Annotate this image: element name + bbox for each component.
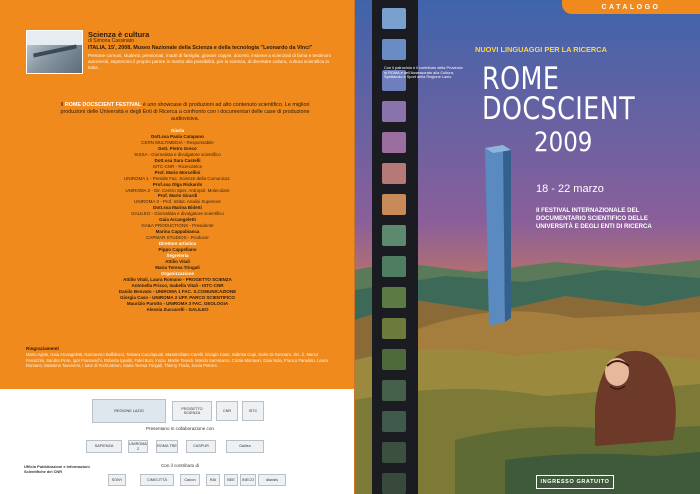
contributor-logo: CINECITTÀ: [140, 474, 174, 486]
cover-title-docscient: DOCSCIENT: [482, 91, 636, 127]
film-strip-frame: [382, 411, 406, 432]
film-strip-frame: [382, 442, 406, 463]
contributors-label: Con il contributo di: [160, 463, 200, 468]
credit-line: UNIROMA 3 - Prof. Intitut. Analisi Superiore: [134, 199, 221, 205]
contributor-logo: Canon: [180, 474, 200, 486]
contributor-logo: INECO: [240, 474, 256, 486]
thanks-title: Ringraziamenti: [26, 346, 59, 351]
film-strip-frame: [382, 225, 406, 246]
sponsor-logo: CNR: [216, 401, 238, 421]
credit-line: Attilio Vitali: [165, 258, 190, 264]
credit-line: ISTC-CNR - Ricercatrice: [152, 163, 203, 169]
intro-festival-name: ROME DOCSCIENT FESTIVAL: [64, 102, 142, 108]
credit-line: Antonella Prisco, Isabella Vitali - ISTC-CNR: [131, 282, 224, 288]
cover-title-rome: ROME: [482, 61, 560, 97]
cover-tagline: NUOVI LINGUAGGI PER LA RICERCA: [475, 45, 607, 54]
free-entry-badge: INGRESSO GRATUITO: [536, 475, 614, 489]
film-title: Scienza è cultura: [88, 30, 150, 39]
film-strip-frame: [382, 318, 406, 339]
credit-line: Pippo Cappellano: [158, 247, 197, 253]
intro-lead: Il: [60, 102, 65, 108]
thanks-body: Mario Agnis, Gaia Arcangeletti, Nazzareno Buffalucci, Tamara Cacciapuoti, Massimiliano Carelli, Giorgio Caso, Sabrina Cupi, Dario Di Gennaro, dei...li, Marco Fenazzini, Sandra Fiore, Igor Franceschi, Roberta Ippoliti, Fidel Buzi, Inozu, Martin Tenedi, Mondo Sammarco, Cinzia Montuori, Gaia Nola, Franco Paradiso, Laura Romano, Massimo Tavenemi, I tutor di Technotown, Maria Teresa Tringali, Thierry Trodo, Sonia Petroni.: [26, 352, 328, 369]
film-strip-frame: [382, 380, 406, 401]
film-strip-frame: [382, 39, 406, 60]
patronage-note: Con il patrocinio e il contributo della Provincia di ROMA e dell'Assessorato alla Cultura, Spettacolo e Sport della Regione Lazio: [384, 65, 463, 80]
partner-logo: SAPIENZA: [86, 440, 122, 453]
festival-intro: [60, 102, 310, 123]
film-strip-frame: [382, 8, 406, 29]
film-strip-frame: [382, 101, 406, 122]
sponsor-logo: REGIONE LAZIO: [92, 399, 166, 423]
cover-year: 2009: [534, 127, 593, 158]
credit-line: SISSA - Giornalista e divulgatore scientifico: [134, 151, 221, 157]
festival-description: II FESTIVAL INTERNAZIONALE DEL DOCUMENTARIO SCIENTIFICO DELLE UNIVERSITÀ E DEGLI ENTI DI RICERCA: [536, 207, 652, 230]
credit-line: Attilio Vitali, Laura Romano - PROGETTO SCIENZA: [123, 276, 232, 282]
partner-logo: CASPUR: [186, 440, 216, 453]
credit-line: Dott.ssa Paola Catapano: [151, 133, 204, 139]
credit-line: Gaia Arcangeletti: [159, 217, 196, 223]
credit-line: Dott.ssa Marina Bidetti: [153, 205, 202, 211]
credit-line: Maurizio Parotto - UNIROMA 3 FAC. GEOLOGIA: [126, 300, 229, 306]
credit-line: Marina Cappabianca: [155, 229, 200, 235]
film-strip-frame: [382, 349, 406, 370]
film-thumbnail: [26, 30, 83, 74]
film-strip-frame: [382, 194, 406, 215]
presented-label: Presentano in collaborazione con: [146, 426, 214, 431]
credit-line: Prof. Mario Morcellini: [154, 169, 201, 175]
credit-line: GA&A PRODUCTIONS - Presidente: [141, 223, 214, 229]
credit-line: Segreteria: [166, 253, 189, 259]
credit-line: Organizzazione: [160, 270, 194, 276]
credit-line: Alessia Zuccarelli - GALILEO: [146, 306, 209, 312]
contributor-logo: SONY: [108, 474, 126, 486]
credit-line: Dott. Pietro Greco: [158, 145, 197, 151]
film-strip-frame: [382, 287, 406, 308]
film-author: di Simona Cassinato: [88, 38, 134, 44]
contributor-logo: dlandis: [258, 474, 286, 486]
credit-line: Prof. Mario Girardi: [157, 193, 198, 199]
contributor-logo: BEE: [224, 474, 238, 486]
credit-line: Giorgia Caso - UNIROMA 2 UFF. PARCO SCIENTIFICO: [120, 294, 235, 300]
credit-line: Giuria: [170, 128, 184, 133]
credit-line: CERN MULTIMEDIA - Responsabile: [141, 139, 214, 145]
cnr-office: Ufficio Pubblicazioni e Informazioni Scientifiche del CNR: [24, 464, 90, 474]
contributor-logo: RAI: [206, 474, 220, 486]
credit-line: UNIROMA 1 - Preside Fac. Scienze della Comunicaz.: [123, 175, 232, 181]
partner-logo: UNIROMA 2: [128, 440, 148, 453]
partner-logo: ROMA TRE: [156, 440, 178, 453]
credit-line: Direttore artistico: [158, 241, 197, 247]
film-strip-frame: [382, 256, 406, 277]
intro-rest: è uno showcase di produzioni ad alto contenuto scientifico. Le migliori produzioni delle Università e degli Enti di Ricerca a confronto con i documentari delle case di produzione audiovisiva.: [60, 102, 310, 122]
partner-logo: Galileo: [226, 440, 264, 453]
credit-line: Prof.ssa Olga Rickards: [152, 181, 203, 187]
credit-line: CAPMAR STUDIOS - Producer: [146, 235, 209, 241]
film-strip-frame: [382, 163, 406, 184]
credit-line: Maria Teresa Tringali: [155, 264, 200, 270]
film-details: ITALIA, 15', 2008, Museo Nazionale della Scienza e della tecnologia "Leonardo da Vinci": [88, 45, 313, 51]
catalog-badge: CATALOGO: [562, 0, 700, 14]
sponsor-logo: PROGETTO SCIENZA: [172, 401, 212, 421]
credits-list: [95, 128, 260, 313]
film-strip-frame: [382, 473, 406, 494]
film-strip-frame: [382, 132, 406, 153]
festival-dates: 18 - 22 marzo: [536, 183, 604, 195]
credit-line: Dott.ssa Sara Castelli: [154, 157, 201, 163]
credit-line: UNIROMA 2 - Dir. Centro Sper. Antropol. Molecolare: [125, 187, 230, 193]
sponsor-logo: ISTC: [242, 401, 264, 421]
film-synopsis: Persone comuni, studenti, pensionati, madri di famiglia, giovani coppie, docenti, insieme a scienziati di fama e testimoni autorevoli, esprimono il proprio parere in merito alla possibilità, per la scienza, di diventare cultura, cultura scientifica in Italia.: [88, 53, 331, 70]
credit-line: GALILEO - Giornalista e divulgatore scientifico: [131, 211, 224, 217]
credit-line: Danilo Benvato - UNIROMA 1 FAC. S.COMUNICAZIONE: [118, 288, 237, 294]
